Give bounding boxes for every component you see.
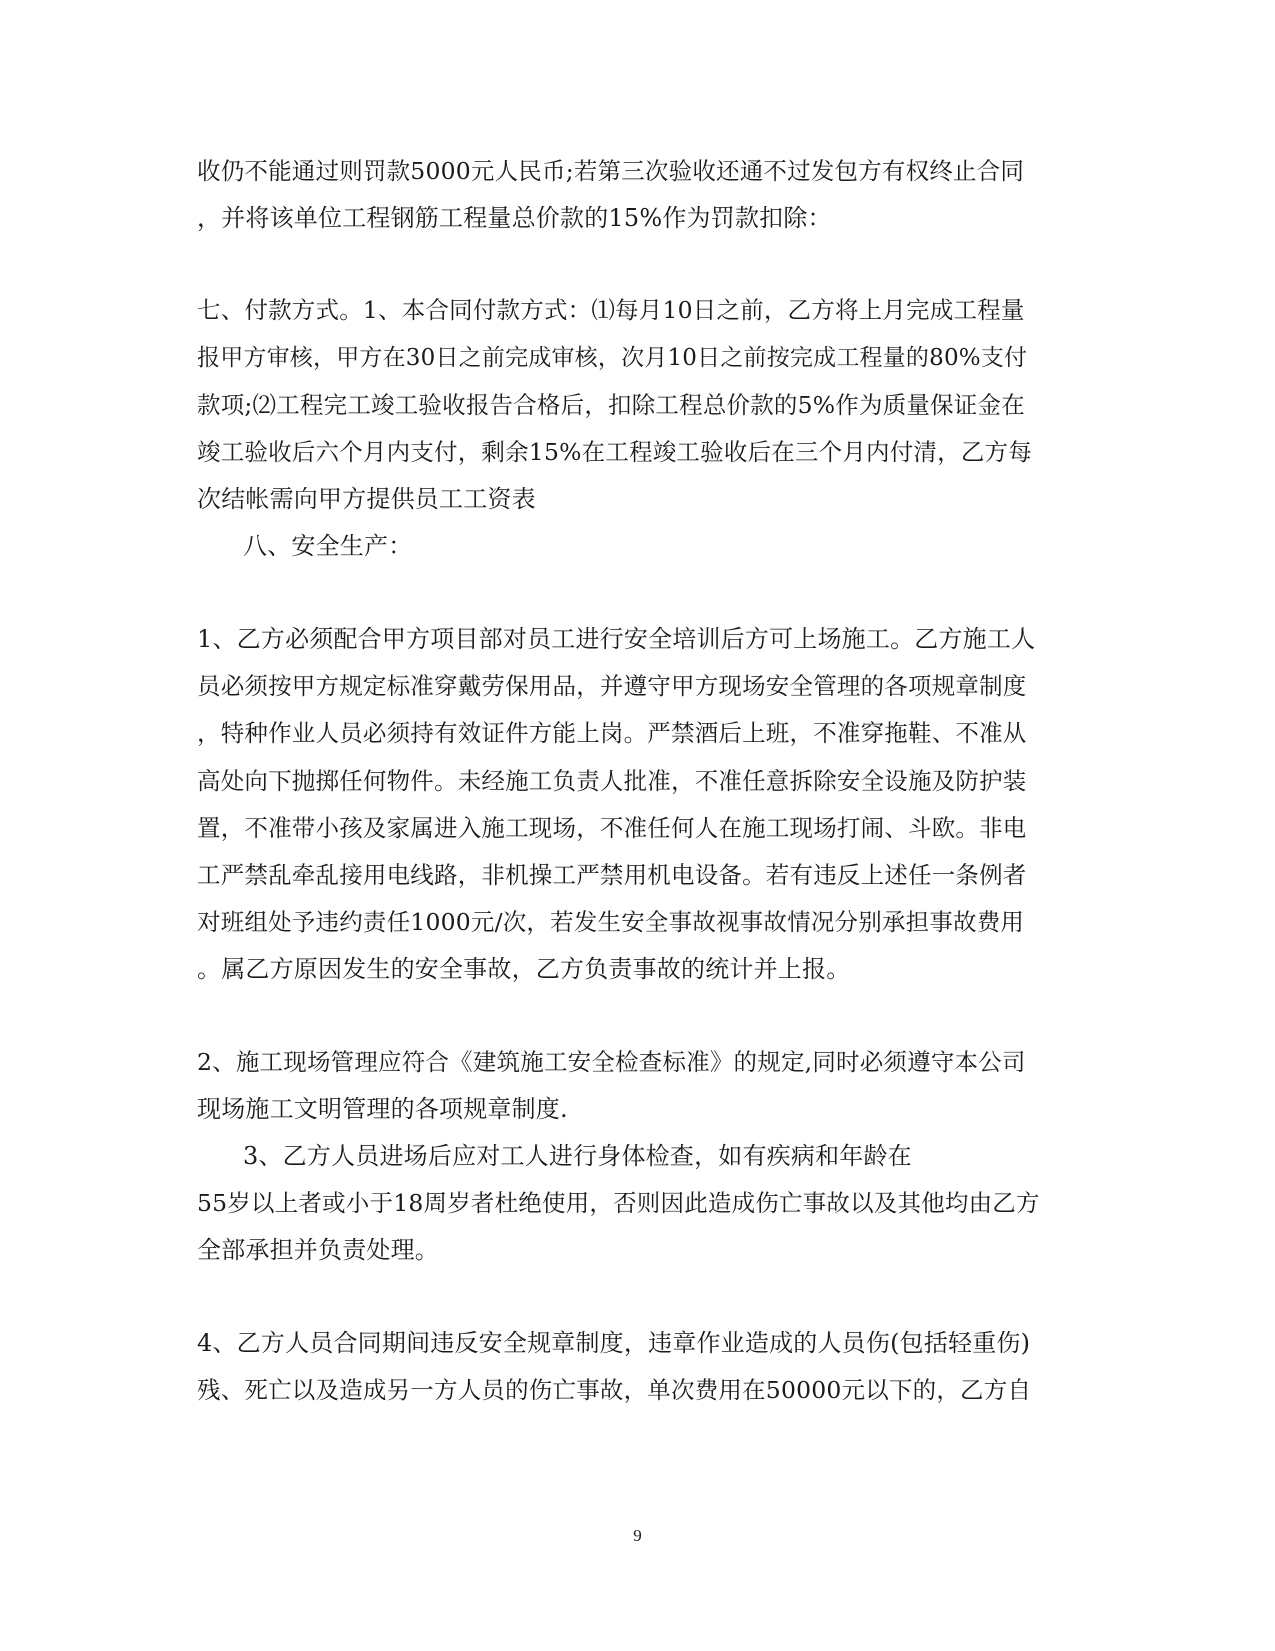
text-line: 七、付款方式。1、本合同付款方式：⑴每月10日之前，乙方将上月完成工程量 [197,296,1025,324]
section-heading: 八、安全生产： [243,532,413,560]
text-line: 高处向下抛掷任何物件。未经施工负责人批准，不准任意拆除安全设施及防护装 [197,767,1027,795]
text-line: ，特种作业人员必须持有效证件方能上岗。严禁酒后上班，不准穿拖鞋、不准从 [197,719,1027,747]
text-line: 报甲方审核，甲方在30日之前完成审核，次月10日之前按完成工程量的80%支付 [197,345,1028,371]
text-line: 。属乙方原因发生的安全事故，乙方负责事故的统计并上报。 [197,955,851,983]
text-line: 置，不准带小孩及家属进入施工现场，不准任何人在施工现场打闹、斗欧。非电 [197,814,1027,842]
text-line: 3、乙方人员进场后应对工人进行身体检查，如有疾病和年龄在 [243,1142,912,1170]
text-line: 55岁以上者或小于18周岁者杜绝使用，否则因此造成伤亡事故以及其他均由乙方 [197,1189,1040,1217]
text-line: 现场施工文明管理的各项规章制度. [197,1095,568,1123]
text-line: 2、施工现场管理应符合《建筑施工安全检查标准》的规定,同时必须遵守本公司 [197,1048,1026,1076]
text-line: 次结帐需向甲方提供员工工资表 [197,485,536,513]
text-line: 全部承担并负责处理。 [197,1236,439,1264]
text-line: 对班组处予违约责任1000元/次，若发生安全事故视事故情况分别承担事故费用 [197,908,1025,936]
text-line: 工严禁乱牵乱接用电线路，非机操工严禁用机电设备。若有违反上述任一条例者 [197,861,1027,889]
text-line: 收仍不能通过则罚款5000元人民币;若第三次验收还通不过发包方有权终止合同 [197,157,1025,185]
text-line: 残、死亡以及造成另一方人员的伤亡事故，单次费用在50000元以下的，乙方自 [197,1376,1032,1404]
text-line: 1、乙方必须配合甲方项目部对员工进行安全培训后方可上场施工。乙方施工人 [197,625,1036,653]
text-line: 4、乙方人员合同期间违反安全规章制度，违章作业造成的人员伤(包括轻重伤) [197,1329,1031,1357]
text-line: 款项;⑵工程完工竣工验收报告合格后，扣除工程总价款的5%作为质量保证金在 [197,391,1025,419]
text-line: ，并将该单位工程钢筋工程量总价款的15%作为罚款扣除： [197,204,832,232]
page-number: 9 [633,1526,642,1545]
text-line: 员必须按甲方规定标准穿戴劳保用品，并遵守甲方现场安全管理的各项规章制度 [197,672,1027,700]
text-line: 竣工验收后六个月内支付，剩余15%在工程竣工验收后在三个月内付清，乙方每 [197,438,1032,466]
